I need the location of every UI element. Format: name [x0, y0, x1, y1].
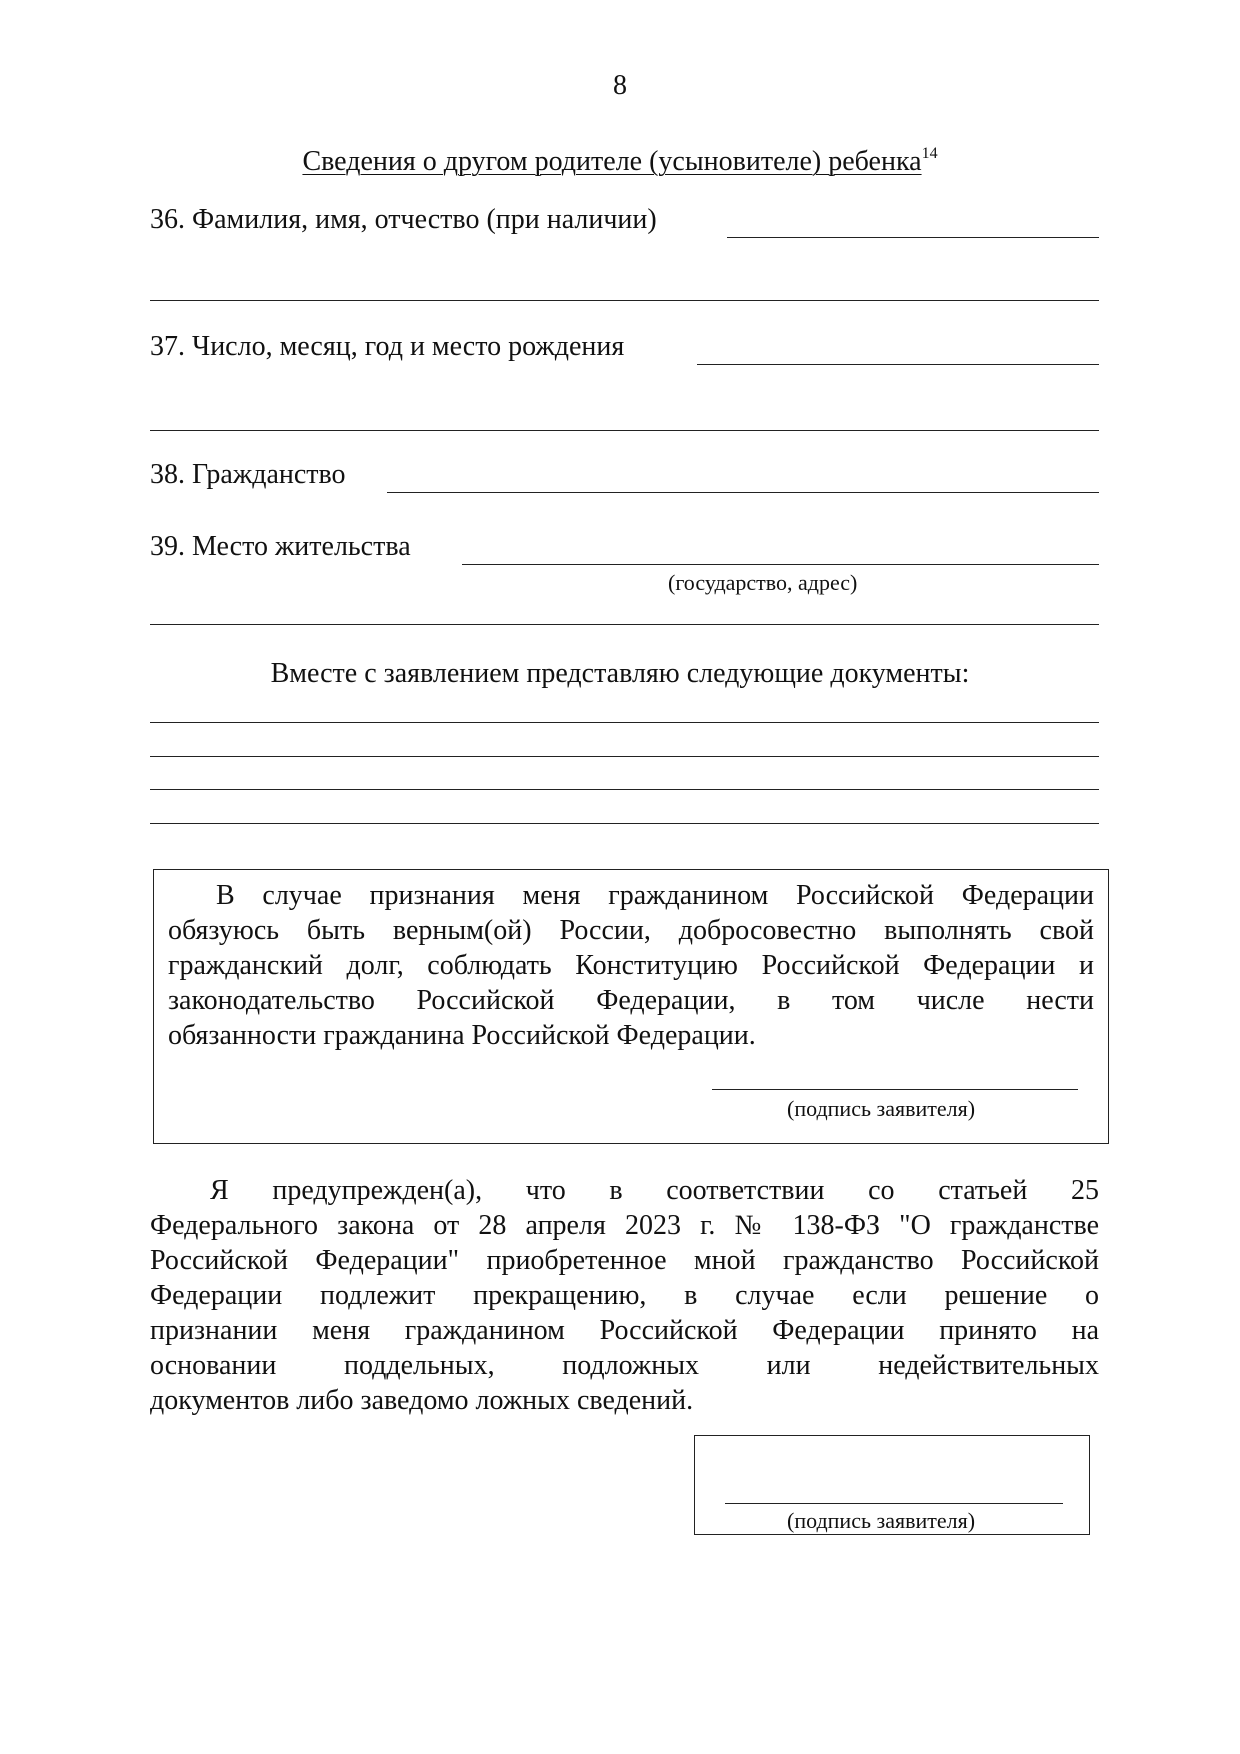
documents-line-2[interactable] — [150, 756, 1099, 757]
field-36-input-line[interactable] — [727, 237, 1099, 238]
warning-line-3: Российской Федерации" приобретенное мной гражданство Российской — [150, 1245, 1099, 1276]
oath-line-3: гражданский долг, соблюдать Конституцию Российской Федерации и — [168, 950, 1094, 981]
final-signature-box — [694, 1435, 1090, 1535]
field-38-label: 38. Гражданство — [150, 459, 346, 490]
field-36-input-line-2[interactable] — [150, 300, 1099, 301]
oath-line-5: обязанности гражданина Российской Федерации. — [168, 1020, 756, 1051]
field-39-label: 39. Место жительства — [150, 531, 411, 562]
oath-text — [168, 878, 1094, 1053]
warning-line-4: Федерации подлежит прекращению, в случае если решение о — [150, 1280, 1099, 1311]
warning-line-7: документов либо заведомо ложных сведений. — [150, 1385, 694, 1416]
documents-heading: Вместе с заявлением представляю следующие документы: — [270, 658, 970, 689]
page-number: 8 — [613, 70, 627, 101]
oath-line-2: обязуюсь быть верным(ой) России, добросовестно выполнять свой — [168, 915, 1094, 946]
section-title-text: Сведения о другом родителе (усыновителе) ребенка — [302, 146, 922, 177]
field-37-input-line[interactable] — [697, 364, 1099, 365]
field-39-input-line[interactable] — [462, 564, 1099, 565]
final-signature-label: (подпись заявителя) — [787, 1508, 976, 1533]
oath-box — [153, 869, 1109, 1144]
field-37-input-line-2[interactable] — [150, 430, 1099, 431]
field-38-input-line[interactable] — [387, 492, 1099, 493]
documents-line-3[interactable] — [150, 789, 1099, 790]
documents-line-1[interactable] — [150, 722, 1099, 723]
oath-signature-line[interactable] — [712, 1089, 1078, 1090]
oath-line-4: законодательство Российской Федерации, в том числе нести — [168, 985, 1094, 1016]
field-36-label: 36. Фамилия, имя, отчество (при наличии) — [150, 204, 657, 235]
oath-line-1: В случае признания меня гражданином Российской Федерации — [216, 880, 1094, 911]
oath-signature-label: (подпись заявителя) — [787, 1096, 976, 1121]
warning-line-5: признании меня гражданином Российской Федерации принято на — [150, 1315, 1099, 1346]
warning-line-1: Я предупрежден(а), что в соответствии со статьей 25 — [210, 1175, 1099, 1206]
documents-line-4[interactable] — [150, 823, 1099, 824]
field-39-hint: (государство, адрес) — [668, 570, 858, 595]
warning-paragraph — [150, 1173, 1099, 1418]
warning-line-6: основании поддельных, подложных или недействительных — [150, 1350, 1099, 1381]
final-signature-line[interactable] — [725, 1503, 1063, 1504]
field-39-input-line-2[interactable] — [150, 624, 1099, 625]
section-title — [0, 145, 1240, 178]
footnote-marker: 14 — [921, 145, 938, 162]
warning-line-2: Федерального закона от 28 апреля 2023 г. № 138-ФЗ "О гражданстве — [150, 1210, 1099, 1241]
field-37-label: 37. Число, месяц, год и место рождения — [150, 331, 625, 362]
